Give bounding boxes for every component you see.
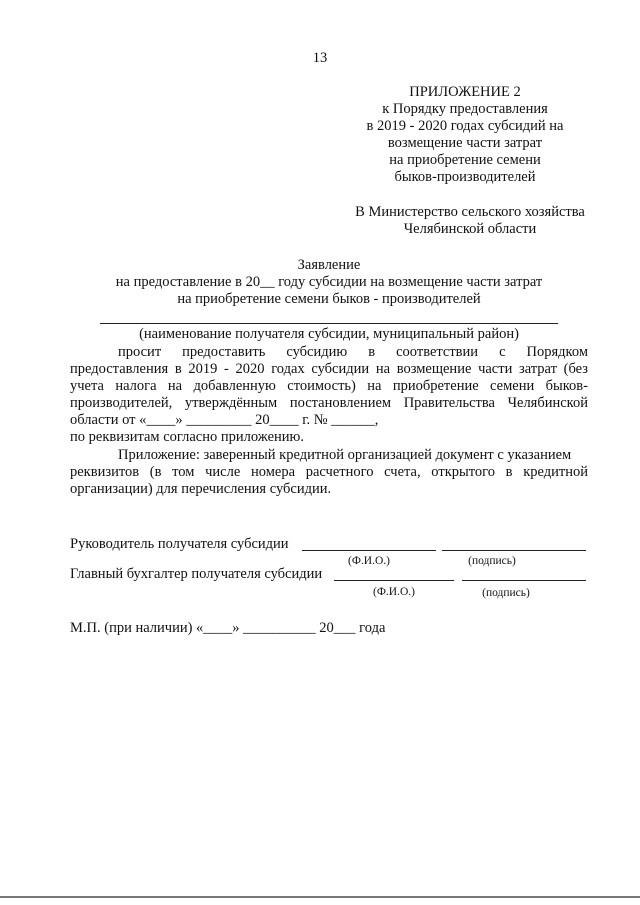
statement-title: Заявление	[297, 257, 361, 273]
recipient-name-line	[100, 323, 558, 324]
appendix-line: в 2019 - 2020 годах субсидий на	[366, 118, 564, 134]
page-edge-line	[0, 896, 640, 898]
addressee-line: В Министерство сельского хозяйства	[355, 204, 585, 220]
head-fio-line	[302, 550, 436, 551]
head-signature-label: Руководитель получателя субсидии	[70, 536, 289, 552]
appendix-line: быков-производителей	[394, 169, 536, 185]
head-sign-line	[442, 550, 586, 551]
accountant-sign-line	[462, 580, 586, 581]
recipient-name-caption: (наименование получателя субсидии, муниципальный район)	[139, 326, 519, 342]
accountant-sign-caption: (подпись)	[482, 587, 530, 599]
head-fio-caption: (Ф.И.О.)	[348, 555, 390, 567]
appendix-line: к Порядку предоставления	[382, 101, 548, 117]
addressee-line: Челябинской области	[403, 221, 537, 237]
appendix-line: на приобретение семени	[389, 152, 541, 168]
attachment-line: Приложение: заверенный кредитной организацией документ с указанием	[118, 447, 572, 463]
statement-subtitle: на предоставление в 20__ году субсидии на возмещение части затрат	[115, 274, 543, 290]
paragraph-line: по реквизитам согласно приложению.	[70, 429, 304, 445]
page-number: 13	[312, 50, 328, 66]
head-sign-caption: (подпись)	[468, 555, 516, 567]
statement-subtitle: на приобретение семени быков - производителей	[177, 291, 481, 307]
accountant-fio-caption: (Ф.И.О.)	[373, 586, 415, 598]
accountant-fio-line	[334, 580, 454, 581]
paragraph-line: просит предоставить субсидию в соответствии с Порядком	[118, 344, 588, 360]
attachment-body: реквизитов (в том числе номера расчетного счета, открытого в кредитной организации) для перечисления субсидии.	[70, 464, 588, 497]
paragraph-line: области от «____» _________ 20____ г. № ______,	[70, 412, 379, 428]
accountant-signature-label: Главный бухгалтер получателя субсидии	[70, 566, 323, 582]
paragraph-body: предоставления в 2019 - 2020 годах субсидии на возмещение части затрат (без учета налога на добавленную стоимость) на приобретение семени быков-производителей, утверждённым постановлением Правительства Челябинской	[70, 361, 588, 411]
stamp-date-line: М.П. (при наличии) «____» __________ 20___ года	[70, 620, 386, 636]
appendix-title: ПРИЛОЖЕНИЕ 2	[409, 84, 521, 100]
appendix-line: возмещение части затрат	[387, 135, 543, 151]
